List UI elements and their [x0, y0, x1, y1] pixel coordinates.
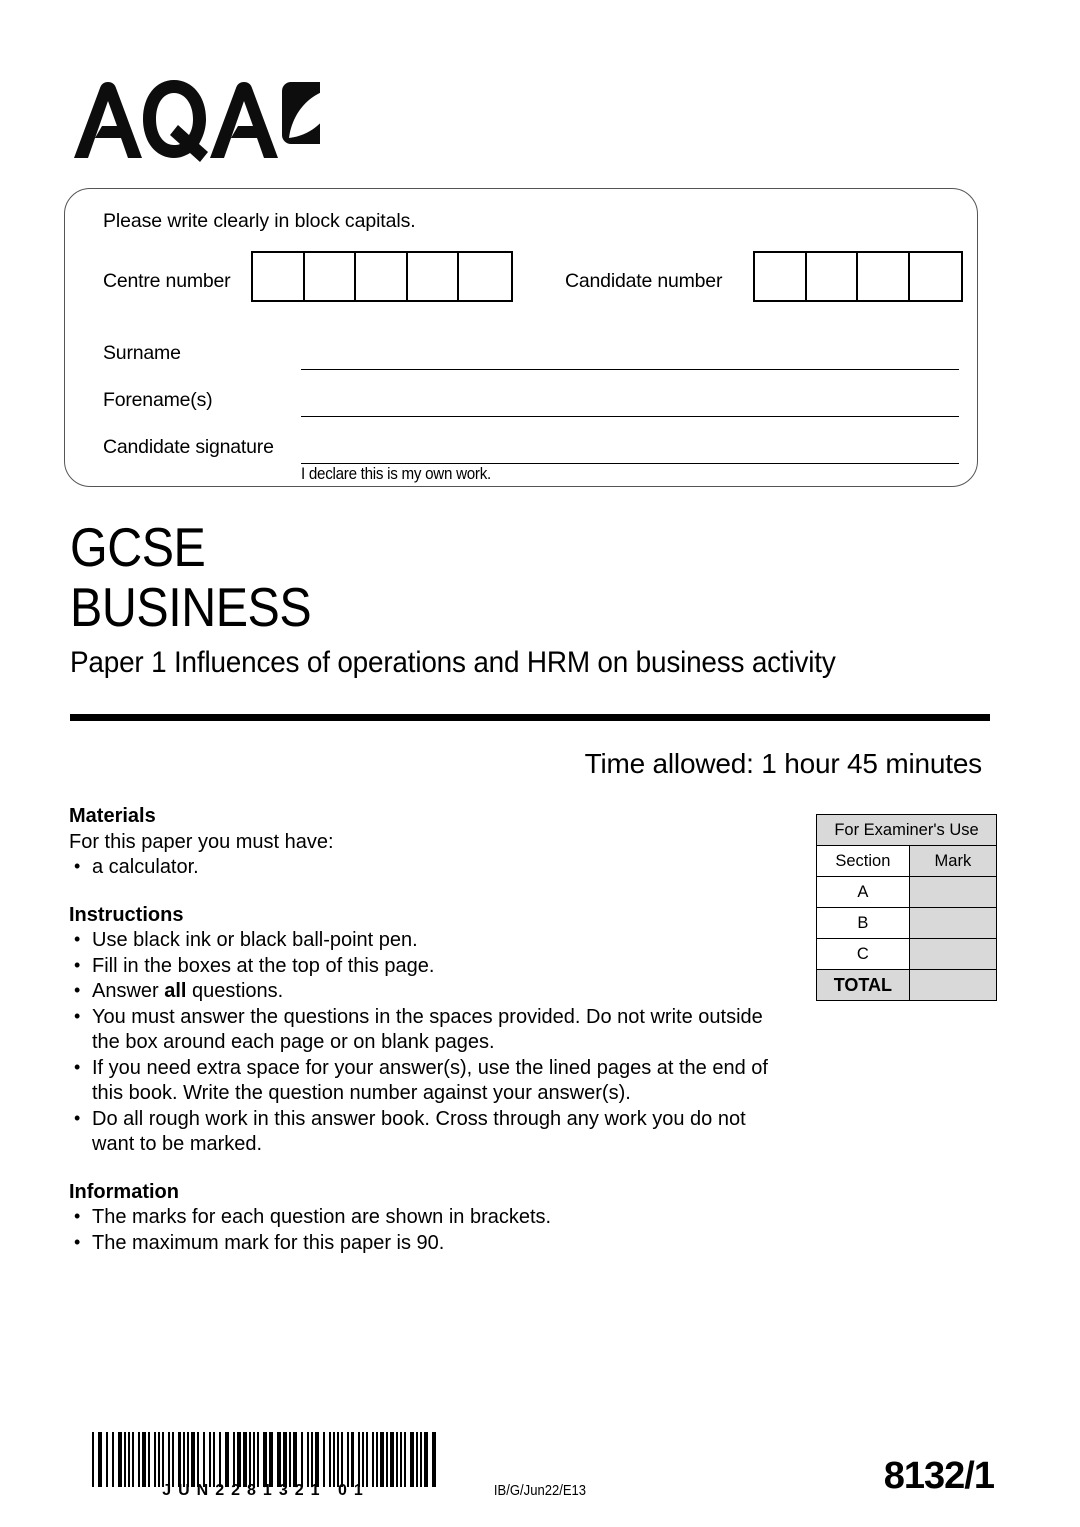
table-row	[817, 939, 997, 970]
list-item: • You must answer the questions in the spaces provided. Do not write outside the box around each page or on blank pages.	[69, 1005, 775, 1056]
list-item: • Fill in the boxes at the top of this page.	[69, 954, 775, 980]
table-row	[817, 877, 997, 908]
surname-label: Surname	[103, 342, 181, 364]
list-item: • The maximum mark for this paper is 90.	[69, 1231, 775, 1257]
column-header-section: Section	[817, 846, 910, 877]
declaration-text: I declare this is my own work.	[301, 465, 491, 483]
materials-heading: Materials	[69, 805, 156, 827]
examiner-use-table	[816, 814, 997, 1001]
total-label: TOTAL	[817, 970, 910, 1001]
barcode-digits: JUN2281321 01	[162, 1482, 370, 1499]
information-list	[69, 1205, 775, 1256]
materials-intro: For this paper you must have:	[69, 830, 334, 853]
forenames-input[interactable]	[301, 416, 959, 417]
subject-title: BUSINESS	[70, 576, 312, 638]
table-row	[817, 908, 997, 939]
list-item: • Do all rough work in this answer book. Cross through any work you do not want to be marked.	[69, 1107, 775, 1158]
block-capitals-note: Please write clearly in block capitals.	[103, 210, 416, 232]
paper-title: Paper 1 Influences of operations and HRM on business activity	[70, 646, 836, 679]
forenames-label: Forename(s)	[103, 389, 213, 411]
surname-input[interactable]	[301, 369, 959, 370]
centre-number-input[interactable]	[251, 251, 513, 302]
candidate-signature-label: Candidate signature	[103, 436, 274, 458]
candidate-number-cell-4[interactable]	[910, 253, 962, 300]
centre-number-label: Centre number	[103, 270, 231, 292]
candidate-number-input[interactable]	[753, 251, 963, 302]
candidate-number-label: Candidate number	[565, 270, 723, 292]
section-a-label: A	[817, 877, 910, 908]
table-row	[817, 815, 997, 846]
answer-all-suffix: questions.	[186, 980, 284, 1002]
centre-number-cell-4[interactable]	[408, 253, 460, 300]
list-item: • The marks for each question are shown in brackets.	[69, 1205, 775, 1231]
answer-all-prefix: Answer	[92, 980, 165, 1002]
instructions-column	[69, 804, 775, 1256]
centre-number-cell-3[interactable]	[356, 253, 408, 300]
list-item: • If you need extra space for your answer(s), use the lined pages at the end of this book. Write the question number against your answer(s).	[69, 1056, 775, 1107]
section-b-mark[interactable]	[909, 908, 996, 939]
paper-code: 8132/1	[883, 1455, 994, 1497]
materials-list	[69, 855, 775, 881]
information-heading: Information	[69, 1180, 179, 1203]
section-divider-rule	[70, 714, 990, 721]
table-row	[817, 846, 997, 877]
instructions-heading: Instructions	[69, 903, 184, 926]
centre-number-cell-2[interactable]	[305, 253, 357, 300]
centre-number-cell-5[interactable]	[459, 253, 511, 300]
list-item: • Use black ink or black ball-point pen.	[69, 928, 775, 954]
barcode-gap	[436, 1432, 440, 1487]
qualification-title: GCSE	[70, 516, 206, 578]
section-b-label: B	[817, 908, 910, 939]
candidate-number-cell-3[interactable]	[858, 253, 910, 300]
barcode	[92, 1432, 440, 1487]
candidate-details-box	[64, 188, 978, 487]
candidate-number-cell-2[interactable]	[807, 253, 859, 300]
list-item	[69, 979, 775, 1005]
centre-number-cell-1[interactable]	[253, 253, 305, 300]
section-a-mark[interactable]	[909, 877, 996, 908]
instructions-list	[69, 928, 775, 1158]
column-header-mark: Mark	[909, 846, 996, 877]
spacer	[69, 881, 775, 903]
total-mark[interactable]	[909, 970, 996, 1001]
table-row	[817, 970, 997, 1001]
aqa-logo	[70, 78, 320, 163]
spacer	[69, 1158, 775, 1180]
list-item: • a calculator.	[69, 855, 775, 881]
section-c-label: C	[817, 939, 910, 970]
aqa-logo-svg	[70, 78, 320, 163]
candidate-signature-input[interactable]	[301, 463, 959, 464]
examiner-table-header: For Examiner's Use	[817, 815, 997, 846]
candidate-number-cell-1[interactable]	[755, 253, 807, 300]
time-allowed-text: Time allowed: 1 hour 45 minutes	[584, 748, 982, 779]
section-c-mark[interactable]	[909, 939, 996, 970]
document-reference: IB/G/Jun22/E13	[493, 1483, 587, 1499]
answer-all-bold: all	[164, 980, 187, 1002]
